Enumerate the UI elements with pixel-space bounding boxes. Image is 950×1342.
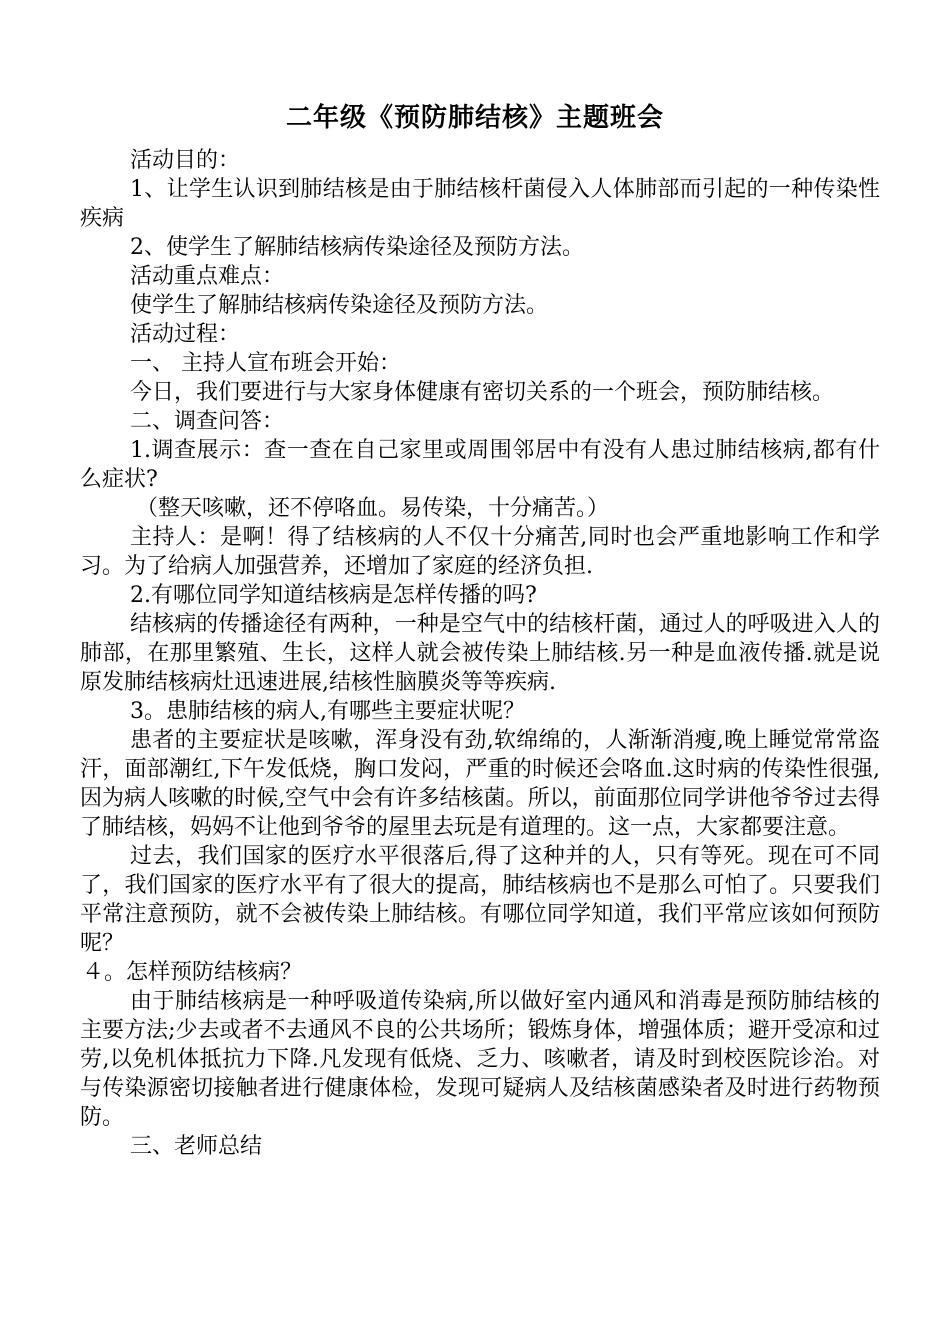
key-points-text: 使学生了解肺结核病传染途径及预防方法。	[130, 293, 549, 318]
process-step-2-heading: 二、调查问答：	[130, 409, 285, 434]
process-step-3-heading: 三、老师总结	[130, 1134, 263, 1159]
section-heading-process: 活动过程：	[130, 322, 241, 347]
survey-question-3: 3。患肺结核的病人,有哪些主要症状呢？	[130, 699, 525, 724]
host-comment: 主持人：是啊！得了结核病的人不仅十分痛苦,同时也会严重地影响工作和学习。为了给病人加强营养，还增加了家庭的经济负担.	[80, 525, 880, 579]
host-opening-text: 今日，我们要进行与大家身体健康有密切关系的一个班会，预防肺结核。	[130, 380, 835, 405]
survey-question-4: ４。怎样预防结核病？	[82, 960, 303, 985]
process-step-1-heading: 一、 主持人宣布班会开始：	[130, 351, 401, 376]
survey-question-2: 2.有哪位同学知道结核病是怎样传播的吗?	[130, 583, 537, 608]
objective-1: 1、让学生认识到肺结核是由于肺结核杆菌侵入人体肺部而引起的一种传染性疾病	[80, 177, 880, 231]
transmission-text: 结核病的传播途径有两种，一种是空气中的结核杆菌，通过人的呼吸进入人的肺部，在那里繁殖、生长，这样人就会被传染上肺结核.另一种是血液传播.就是说原发肺结核病灶迅速进展,结核性脑膜炎等等疾病.	[80, 612, 880, 695]
section-heading-key-points: 活动重点难点：	[130, 264, 285, 289]
section-heading-objectives: 活动目的：	[130, 148, 241, 173]
document-body	[80, 146, 880, 1161]
document-title: 二年级《预防肺结核》主题班会	[285, 103, 664, 133]
history-text: 过去，我们国家的医疗水平很落后,得了这种并的人，只有等死。现在可不同了，我们国家的医疗水平有了很大的提高，肺结核病也不是那么可怕了。只要我们平常注意预防，就不会被传染上肺结核。有哪位同学知道，我们平常应该如何预防呢？	[80, 844, 880, 956]
survey-question-1: 1.调查展示：查一查在自己家里或周围邻居中有没有人患过肺结核病,都有什么症状?	[80, 438, 880, 492]
prevention-text: 由于肺结核病是一种呼吸道传染病,所以做好室内通风和消毒是预防肺结核的主要方法;少去或者不去通风不良的公共场所；锻炼身体，增强体质；避开受凉和过劳,以免机体抵抗力下降.凡发现有低烧、乏力、咳嗽者，请及时到校医院诊治。对与传染源密切接触者进行健康体检，发现可疑病人及结核菌感染者及时进行药物预防。	[80, 989, 880, 1130]
objective-2: 2、使学生了解肺结核病传染途径及预防方法。	[130, 235, 584, 260]
symptoms-text: 患者的主要症状是咳嗽，浑身没有劲,软绵绵的，人渐渐消瘦,晚上睡觉常常盗汗，面部潮红,下午发低烧，胸口发闷，严重的时候还会咯血.这时病的传染性很强,因为病人咳嗽的时候,空气中会有许多结核菌。所以，前面那位同学讲他爷爷过去得了肺结核，妈妈不让他到爷爷的屋里去玩是有道理的。这一点，大家都要注意。	[80, 728, 880, 840]
survey-answer-1: （整天咳嗽，还不停咯血。易传染，十分痛苦。）	[136, 496, 610, 521]
